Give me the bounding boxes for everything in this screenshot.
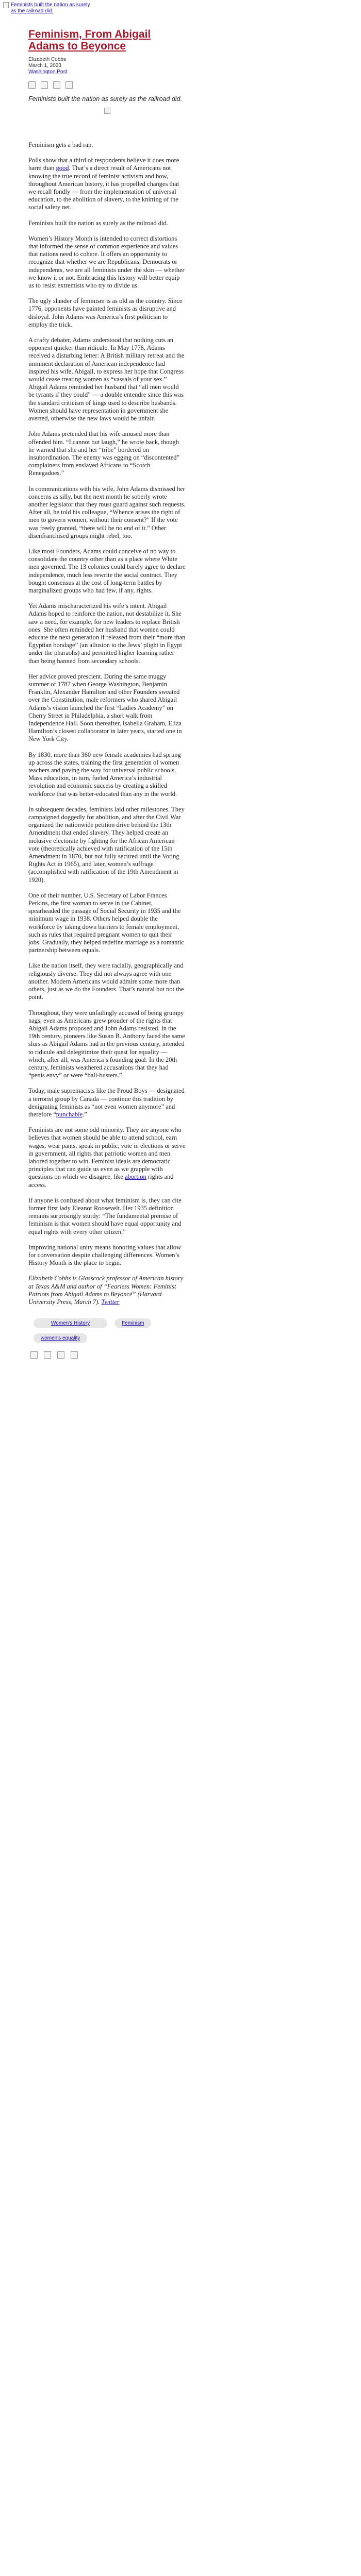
tag-womens-equality[interactable]: women's equality bbox=[34, 1333, 87, 1343]
body-paragraph: Feminism gets a bad rap. bbox=[28, 141, 93, 148]
share-twitter-icon[interactable] bbox=[41, 81, 48, 89]
paragraph-text: Polls show that a third of respondents believe it does more harm than bbox=[28, 157, 179, 172]
body-paragraph: If anyone is confused about what feminism is, they can cite former first lady Eleanor Roosevelt. Her 1935 definition remains surprisingly sturdy: “The fundamental premise of feminism is that women should have equal opportunity and equal rights with every other citizen.” bbox=[28, 1196, 182, 1235]
paragraph-text: Feminists are not some odd minority. They are anyone who believes that women should be able to attend school, earn wages, wear pants, speak in public, vote in elections or serve in government, all rights that patriotic women and men labored together to win. Feminist ideals are democratic principles that can guide us even as we grapple with questions on which we disagree, like bbox=[28, 1126, 186, 1181]
hero-image-alt-text[interactable]: Feminists built the nation as surely as the railroad did. bbox=[11, 2, 90, 14]
body-paragraph: Yet Adams mischaracterized his wife’s intent. Abigail Adams hoped to reinforce the nation, not destabilize it. She saw a need, for example, for new leaders to replace British ones. She often reminded her husband that women could educate the next generation if released from their “more than Egyptian bondage” (an allusion to the Jews’ plight in Egypt under the pharaohs) and permitted higher learning rather than being banned from secondary schools. bbox=[28, 602, 186, 665]
author-bio-text: Elizabeth Cobbs is Glasscock professor of American history at Texas A&M and author of “Fearless Women: Feminist Patriots from Abigail Adams to Beyoncé” (Harvard University Press, March 7). bbox=[28, 1275, 184, 1306]
share-twitter-icon[interactable] bbox=[44, 1351, 51, 1359]
body-paragraph: Women’s History Month is intended to correct distortions that informed the sense of common experience and values that nations need to cohere. It offers an opportunity to recognize that whether we are Republicans, Democrats or independents, we are all feminists under the skin — whether we know it or not. Embracing this history will better equip us to resist extremists who try to divide us. bbox=[28, 234, 185, 290]
dek-image bbox=[28, 107, 186, 116]
paragraph-text: Today, male supremacists like the Proud Boys — designated a terrorist group by Canada — continue this tradition by denigrating feminists as “not even women anymore” and therefore “ bbox=[28, 1087, 185, 1118]
body-paragraph: In subsequent decades, feminists laid other milestones. They campaigned doggedly for abolition, and after the Civil War organized the nationwide petition drive behind the 13th Amendment that ended slavery. They helped create an inclusive electorate by fighting for the African American vote (theoretically achieved with ratification of the 15th Amendment in 1870, but not fully secured until the Voting Rights Act in 1965), and later, women’s suffrage (accomplished with ratification of the 19th Amendment in 1920). bbox=[28, 805, 185, 884]
article-author: Elizabeth Cobbs bbox=[28, 57, 66, 62]
body-paragraph bbox=[28, 157, 186, 211]
article-title[interactable]: Feminism, From Abigail Adams to Beyonce bbox=[28, 28, 151, 52]
bottom-share-row bbox=[30, 1351, 186, 1359]
body-paragraph: Like most Founders, Adams could conceive of no way to consolidate the country other than as a place where White men governed. The 13 colonies could barely agree to declare independence, much less rewrite the social contract. They bought consensus at the cost of long-term battles by marginalized groups who had few, if any, rights. bbox=[28, 547, 186, 594]
tag-womens-history[interactable]: Women's History bbox=[34, 1318, 107, 1328]
body-paragraph: Feminists built the nation as surely as the railroad did. bbox=[28, 219, 168, 227]
share-linkedin-icon[interactable] bbox=[53, 81, 60, 89]
body-paragraph: A crafty debater, Adams understood that nothing cuts an opponent quicker than ridicule. In May 1776, Adams received a disturbing letter: A British military retreat and the imminent declaration of American independence had inspired his wife, Abigail, to express her hope that Congress would cease treating women as “vassals of your sex.” Abigail Adams reminded her husband that “all men would be tyrants if they could” — a double entendre since this was the standard criticism of kings used to describe husbands. Women should have representation in government she averred, otherwise the new laws would be unfair. bbox=[28, 336, 185, 422]
body-paragraph: Like the nation itself, they were racially, geographically and religiously diverse. They did not always agree with one another. Modern Americans would admire some more than others, just as we do the Founders. That’s natural but not the point. bbox=[28, 962, 184, 1001]
body-paragraph bbox=[28, 1087, 186, 1118]
hero-image[interactable] bbox=[3, 2, 93, 14]
share-row bbox=[28, 81, 186, 89]
inline-link[interactable]: punchable bbox=[56, 1110, 83, 1118]
body-paragraph: One of their number, U.S. Secretary of Labor Frances Perkins, the first woman to serve in the Cabinet, spearheaded the passage of Social Security in 1935 and the minimum wage in 1938. Others helped double the workforce by taking down barriers to female employment, such as rules that required pregnant women to quit their jobs. Gradually, they helped redefine marriage as a romantic partnership between equals. bbox=[28, 891, 184, 954]
article bbox=[28, 28, 186, 1359]
share-email-icon[interactable] bbox=[65, 81, 73, 89]
share-email-icon[interactable] bbox=[71, 1351, 78, 1359]
share-linkedin-icon[interactable] bbox=[57, 1351, 64, 1359]
broken-image-icon bbox=[104, 108, 110, 114]
article-body bbox=[28, 141, 186, 1267]
paragraph-text: .” bbox=[83, 1110, 87, 1118]
body-paragraph: In communications with his wife, John Adams dismissed her concerns as silly, but the next month he soberly wrote another legislator that they must guard against such requests. After all, he told his colleague, “Whence arises the right of men to govern women, without their consent?” If the vote was freely granted, “there will be no end of it.” Other disenfranchised groups might rebel, too. bbox=[28, 485, 186, 539]
body-paragraph: The ugly slander of feminism is as old as the country. Since 1776, opponents have painted feminists as disruptive and disloyal. John Adams was America’s first politician to employ the trick. bbox=[28, 297, 183, 328]
paragraph-text: . That’s a direct result of Americans not knowing the true record of feminist activism and how, throughout American history, it has propelled changes that we recall fondly — from the implementation of universal education, to the abolition of slavery, to the knitting of the social safety net. bbox=[28, 164, 179, 211]
article-source-link[interactable]: Washington Post bbox=[28, 69, 68, 75]
body-paragraph: Throughout, they were unfailingly accused of being grumpy nags, even as Americans grew prouder of the rights that Abigail Adams proposed and John Adams resisted. In the 19th century, pioneers like Susan B. Anthony faced the same slurs as Abigail Adams had in the previous century, intended to ridicule and delegitimize their quest for equality — which, after all, was America’s founding goal. In the 20th century, feminists weathered accusations that they had “penis envy” or were “ball-busters.” bbox=[28, 1009, 185, 1079]
broken-image-icon bbox=[3, 2, 9, 8]
inline-link[interactable]: good bbox=[56, 164, 69, 172]
tag-feminism[interactable]: Feminism bbox=[114, 1318, 151, 1328]
share-facebook-icon[interactable] bbox=[28, 81, 36, 89]
article-date: March 1, 2023 bbox=[28, 63, 61, 69]
tag-list bbox=[34, 1318, 183, 1343]
body-paragraph: John Adams pretended that his wife amused more than offended him. “I cannot but laugh,” he wrote back, though he warned that she and her “tribe” bordered on insubordination. The enemy was egging on “discontented” complainers from enslaved Africans to “Scotch Renegadoes.” bbox=[28, 430, 180, 477]
body-paragraph: Improving national unity means honoring values that allow for conversation despite challenging differences. Women’s History Month is the place to begin. bbox=[28, 1243, 182, 1267]
author-twitter-link[interactable]: Twitter bbox=[101, 1298, 120, 1306]
body-paragraph: By 1830, more than 360 new female academies had sprung up across the states, training the first generation of women teachers and paving the way for universal public schools. Mass education, in turn, fueled America’s industrial revolution and economic success by creating a skilled workforce that was better-educated than any in the world. bbox=[28, 751, 181, 798]
share-facebook-icon[interactable] bbox=[30, 1351, 38, 1359]
article-dek: Feminists built the nation as surely as the railroad did. bbox=[28, 95, 183, 103]
paragraph-text: rights and access. bbox=[28, 1173, 174, 1189]
author-bio bbox=[28, 1275, 186, 1306]
inline-link[interactable]: abortion bbox=[125, 1173, 146, 1181]
body-paragraph: Her advice proved prescient. During the same muggy summer of 1787 when George Washington, Benjamin Franklin, Alexander Hamilton and other Founders sweated over the Constitution, male reformers who shared Abigail Adams’s vision launched the first “Ladies Academy” on Cherry Street in Philadelphia, a short walk from Independence Hall. Soon thereafter, Isabella Graham, Eliza Hamilton’s closest collaborator in later years, started one in New York City. bbox=[28, 672, 182, 743]
body-paragraph bbox=[28, 1126, 186, 1189]
